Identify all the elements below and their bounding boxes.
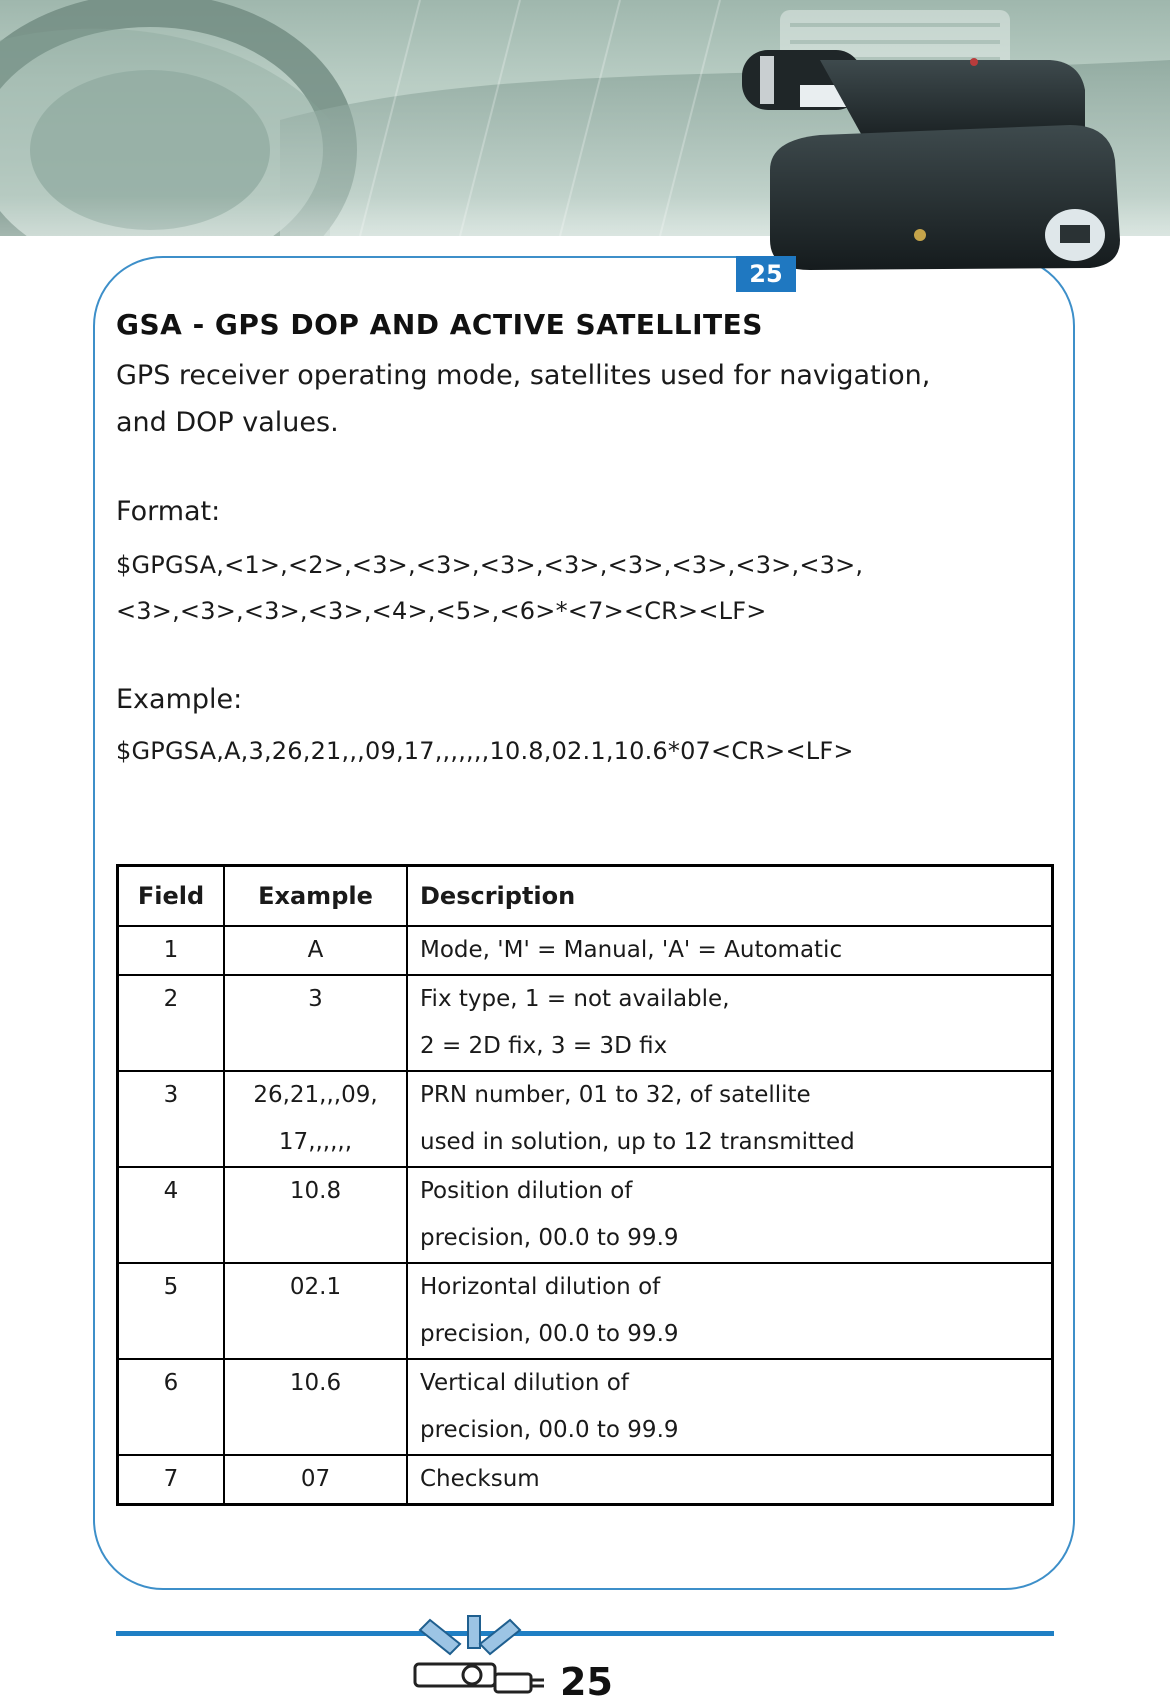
cell-description bbox=[407, 1071, 1053, 1167]
table-row bbox=[118, 1455, 1053, 1505]
format-line: <3>,<3>,<3>,<3>,<4>,<5>,<6>*<7><CR><LF> bbox=[116, 597, 767, 625]
cell-description-line: Horizontal dilution of bbox=[420, 1274, 661, 1300]
cell-description-line: Checksum bbox=[420, 1466, 540, 1492]
cell-example bbox=[224, 1167, 407, 1263]
cell-example-line: 10.6 bbox=[289, 1370, 342, 1396]
gsa-fields-table bbox=[116, 864, 1054, 1506]
cell-field: 3 bbox=[118, 1071, 225, 1167]
cell-example bbox=[224, 1263, 407, 1359]
format-label: Format: bbox=[116, 496, 221, 527]
intro-line: GPS receiver operating mode, satellites used for navigation, bbox=[116, 360, 931, 391]
section-title: GSA - GPS DOP AND ACTIVE SATELLITES bbox=[116, 308, 763, 341]
cell-example-line: A bbox=[307, 937, 324, 963]
cell-description-line: precision, 00.0 to 99.9 bbox=[420, 1321, 679, 1347]
satellite-receiver-logo-icon bbox=[410, 1614, 560, 1700]
cell-description-line: Fix type, 1 = not available, bbox=[420, 986, 730, 1012]
cell-example-line: 07 bbox=[300, 1466, 331, 1492]
footer-rule bbox=[116, 1631, 1054, 1636]
example-label: Example: bbox=[116, 684, 243, 715]
footer-page-number: 25 bbox=[560, 1660, 613, 1704]
column-header-field: Field bbox=[118, 866, 225, 927]
cell-example bbox=[224, 1359, 407, 1455]
cell-description-line: used in solution, up to 12 transmitted bbox=[420, 1129, 855, 1155]
cell-example bbox=[224, 975, 407, 1071]
cell-field: 1 bbox=[118, 926, 225, 975]
cell-description bbox=[407, 1359, 1053, 1455]
cell-description bbox=[407, 1263, 1053, 1359]
cell-description-line: 2 = 2D fix, 3 = 3D fix bbox=[420, 1033, 668, 1059]
example-line: $GPGSA,A,3,26,21,,,09,17,,,,,,,10.8,02.1,10.6*07<CR><LF> bbox=[116, 737, 854, 765]
format-line: $GPGSA,<1>,<2>,<3>,<3>,<3>,<3>,<3>,<3>,<3>,<3>, bbox=[116, 551, 864, 579]
cell-description-line: Position dilution of bbox=[420, 1178, 633, 1204]
table-row bbox=[118, 975, 1053, 1071]
table-row bbox=[118, 1359, 1053, 1455]
cell-example-line: 02.1 bbox=[289, 1274, 342, 1300]
cell-example bbox=[224, 926, 407, 975]
column-header-description: Description bbox=[407, 866, 1053, 927]
table-row bbox=[118, 1263, 1053, 1359]
cell-description bbox=[407, 1167, 1053, 1263]
cell-description bbox=[407, 975, 1053, 1071]
cell-example bbox=[224, 1455, 407, 1505]
cell-example-line: 17,,,,,, bbox=[278, 1129, 353, 1155]
cell-example-line: 3 bbox=[308, 986, 323, 1012]
table-row bbox=[118, 1071, 1053, 1167]
table-row bbox=[118, 1167, 1053, 1263]
cell-description bbox=[407, 1455, 1053, 1505]
table-header-row bbox=[118, 866, 1053, 927]
cell-description-line: precision, 00.0 to 99.9 bbox=[420, 1417, 679, 1443]
cell-field: 7 bbox=[118, 1455, 225, 1505]
cell-field: 4 bbox=[118, 1167, 225, 1263]
page-number-badge: 25 bbox=[736, 256, 796, 292]
cell-field: 6 bbox=[118, 1359, 225, 1455]
cell-description-line: Mode, 'M' = Manual, 'A' = Automatic bbox=[420, 937, 843, 963]
table-row bbox=[118, 926, 1053, 975]
intro-line: and DOP values. bbox=[116, 407, 339, 438]
cell-field: 5 bbox=[118, 1263, 225, 1359]
column-header-example: Example bbox=[224, 866, 407, 927]
cell-example bbox=[224, 1071, 407, 1167]
section-intro bbox=[116, 352, 1016, 446]
cell-description-line: precision, 00.0 to 99.9 bbox=[420, 1225, 679, 1251]
cell-field: 2 bbox=[118, 975, 225, 1071]
cell-description bbox=[407, 926, 1053, 975]
gps-receiver-image bbox=[730, 20, 1150, 290]
cell-description-line: PRN number, 01 to 32, of satellite bbox=[420, 1082, 811, 1108]
cell-description-line: Vertical dilution of bbox=[420, 1370, 629, 1396]
cell-example-line: 10.8 bbox=[289, 1178, 342, 1204]
cell-example-line: 26,21,,,09, bbox=[253, 1082, 378, 1108]
